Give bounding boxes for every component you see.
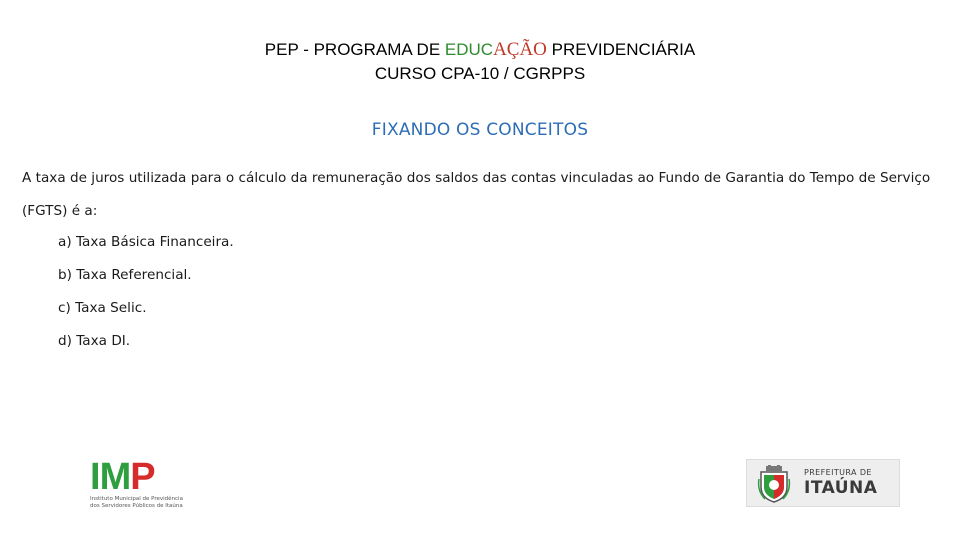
option-c: c) Taxa Selic.	[58, 300, 147, 316]
itauna-logo-text	[804, 468, 877, 498]
itauna-logo-small: PREFEITURA DE	[804, 468, 872, 477]
imp-logo	[90, 458, 195, 510]
header-prefix: PEP - PROGRAMA DE	[264, 40, 445, 59]
imp-logo-subtitle-2: dos Servidores Públicos de Itaúna	[90, 503, 183, 509]
crest-icon	[757, 465, 791, 503]
option-a: a) Taxa Básica Financeira.	[58, 234, 234, 250]
itauna-logo	[746, 459, 900, 507]
question-text: A taxa de juros utilizada para o cálculo da remuneração dos saldos das contas vinculadas ao Fundo de Garantia do Tempo de Serviço (FGTS) é a:	[22, 170, 931, 219]
imp-letter-p: P	[130, 456, 155, 498]
section-title: FIXANDO OS CONCEITOS	[371, 120, 589, 140]
header-acao-part: AÇÃO	[493, 39, 547, 60]
header-educacao	[445, 40, 547, 59]
option-b: b) Taxa Referencial.	[58, 267, 192, 283]
itauna-logo-big: ITAÚNA	[804, 478, 878, 498]
header-educ-part: EDUC	[444, 40, 494, 59]
header-suffix: PREVIDENCIÁRIA	[546, 40, 696, 59]
header-line-1	[0, 38, 960, 62]
option-d: d) Taxa DI.	[58, 333, 131, 349]
imp-logo-letters	[90, 458, 195, 496]
imp-letter-i: I	[90, 456, 100, 498]
options-list	[58, 226, 234, 358]
page-header	[0, 38, 960, 86]
imp-logo-subtitle-1: Instituto Municipal de Previdência	[90, 496, 183, 502]
header-line-2: CURSO CPA-10 / CGRPPS	[374, 64, 586, 83]
imp-letter-m: M	[99, 456, 131, 498]
